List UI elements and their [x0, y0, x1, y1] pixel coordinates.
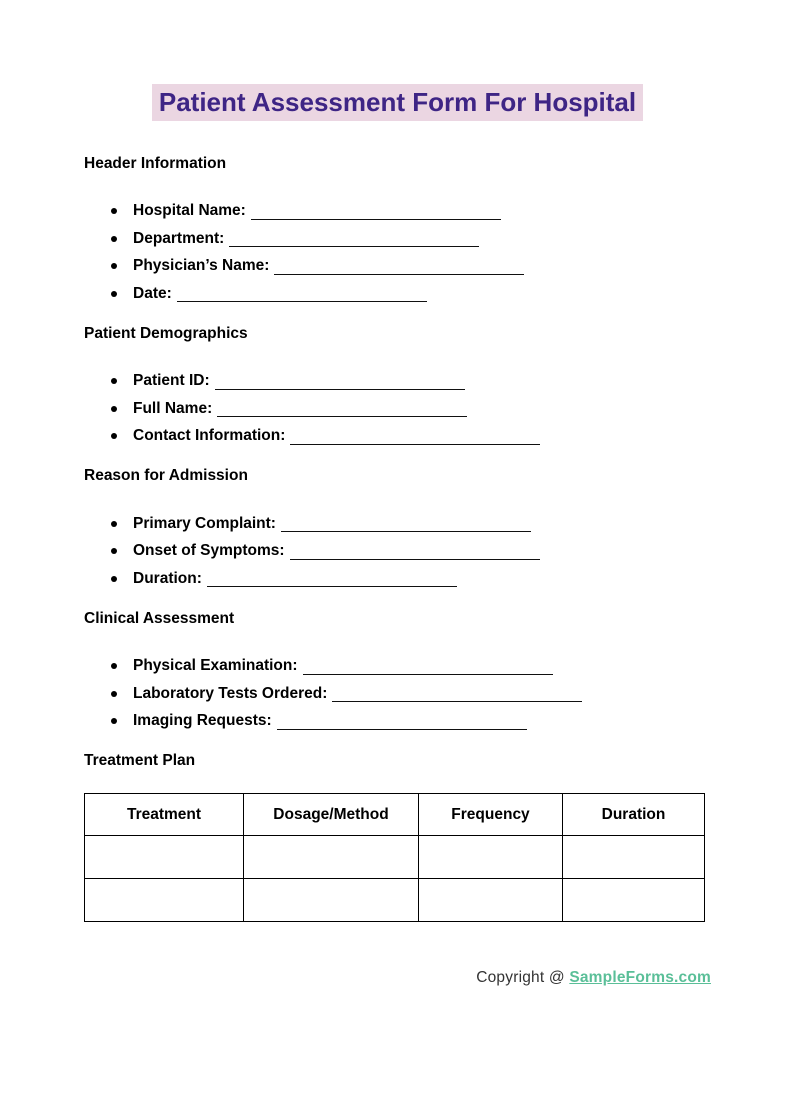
copyright-text: Copyright @ [476, 969, 565, 986]
bullet-icon [111, 263, 117, 269]
column-header-duration: Duration [563, 794, 705, 836]
list-item [84, 565, 711, 593]
blank-line-hospital-name [251, 198, 501, 220]
field-label-department: Department: [133, 229, 225, 247]
table-cell [85, 879, 244, 922]
table-cell [563, 879, 705, 922]
patient-demographics-list [84, 368, 711, 451]
blank-line-laboratory-tests-ordered [332, 680, 582, 702]
field-label-hospital-name: Hospital Name: [133, 202, 246, 220]
field-label-physicians-name: Physician’s Name: [133, 257, 270, 275]
field-label-full-name: Full Name: [133, 399, 213, 417]
reason-for-admission-list [84, 510, 711, 593]
field-label-primary-complaint: Primary Complaint: [133, 514, 276, 532]
bullet-icon [111, 291, 117, 297]
field-label-imaging-requests: Imaging Requests: [133, 712, 272, 730]
field-label-physical-examination: Physical Examination: [133, 657, 298, 675]
list-item [84, 680, 711, 708]
bullet-icon [111, 718, 117, 724]
page-title [84, 86, 711, 119]
bullet-icon [111, 691, 117, 697]
heading-treatment-plan: Treatment Plan [84, 752, 196, 769]
blank-line-full-name [217, 395, 467, 417]
list-item [84, 368, 711, 396]
table-row [85, 879, 705, 922]
table-row [85, 836, 705, 879]
blank-line-department [229, 225, 479, 247]
field-label-laboratory-tests-ordered: Laboratory Tests Ordered: [133, 684, 328, 702]
column-header-treatment: Treatment [85, 794, 244, 836]
heading-reason-for-admission: Reason for Admission [84, 467, 248, 484]
list-item [84, 538, 711, 566]
field-label-patient-id: Patient ID: [133, 372, 210, 390]
list-item [84, 423, 711, 451]
bullet-icon [111, 236, 117, 242]
blank-line-physicians-name [274, 253, 524, 275]
document-page [0, 86, 795, 987]
blank-line-date [177, 280, 427, 302]
table-header-row [85, 794, 705, 836]
bullet-icon [111, 663, 117, 669]
bullet-icon [111, 378, 117, 384]
list-item [84, 280, 711, 308]
page-title-highlight: Patient Assessment Form For Hospital [152, 84, 643, 121]
table-cell [244, 836, 419, 879]
heading-header-information: Header Information [84, 154, 227, 172]
list-item [84, 198, 711, 226]
column-header-frequency: Frequency [419, 794, 563, 836]
field-label-onset-of-symptoms: Onset of Symptoms: [133, 542, 285, 560]
header-information-list [84, 198, 711, 308]
table-cell [563, 836, 705, 879]
table-cell [85, 836, 244, 879]
heading-patient-demographics: Patient Demographics [84, 324, 248, 342]
bullet-icon [111, 521, 117, 527]
bullet-icon [111, 576, 117, 582]
list-item [84, 225, 711, 253]
blank-line-contact-information [290, 423, 540, 445]
footer [84, 969, 711, 987]
blank-line-onset-of-symptoms [290, 538, 540, 560]
sampleforms-link[interactable]: SampleForms.com [569, 969, 711, 986]
treatment-plan-table [84, 793, 705, 922]
table-cell [419, 836, 563, 879]
table-cell [419, 879, 563, 922]
bullet-icon [111, 208, 117, 214]
clinical-assessment-list [84, 653, 711, 736]
bullet-icon [111, 406, 117, 412]
list-item [84, 510, 711, 538]
blank-line-physical-examination [303, 653, 553, 675]
field-label-date: Date: [133, 284, 172, 302]
blank-line-imaging-requests [277, 708, 527, 730]
field-label-contact-information: Contact Information: [133, 427, 286, 445]
bullet-icon [111, 433, 117, 439]
blank-line-primary-complaint [281, 510, 531, 532]
table-cell [244, 879, 419, 922]
blank-line-patient-id [215, 368, 465, 390]
bullet-icon [111, 548, 117, 554]
blank-line-duration [207, 565, 457, 587]
heading-clinical-assessment: Clinical Assessment [84, 609, 235, 627]
list-item [84, 253, 711, 281]
list-item [84, 395, 711, 423]
column-header-dosage-method: Dosage/Method [244, 794, 419, 836]
field-label-duration: Duration: [133, 569, 202, 587]
list-item [84, 653, 711, 681]
list-item [84, 708, 711, 736]
